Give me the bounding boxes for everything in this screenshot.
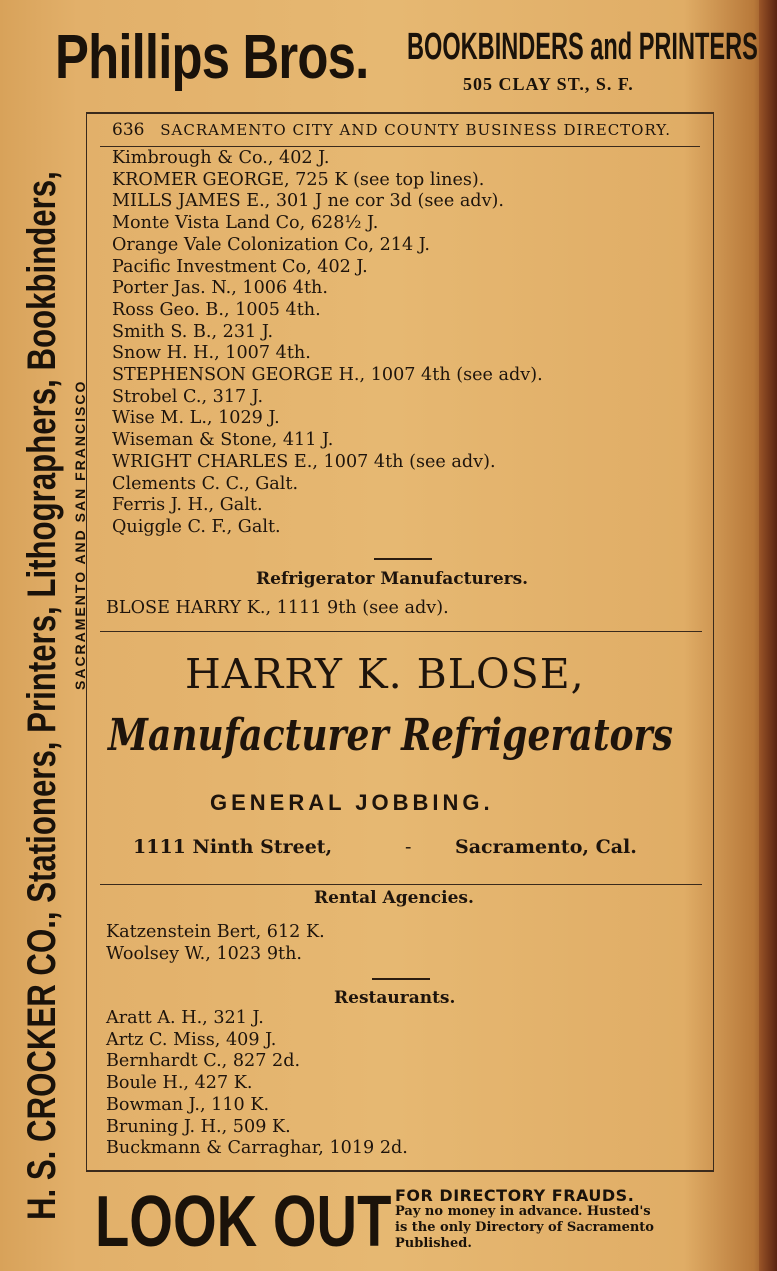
ad-address-street: 1111 Ninth Street,	[133, 836, 333, 858]
look-out-title: LOOK OUT	[95, 1182, 392, 1262]
ad-top-rule	[100, 631, 702, 632]
list-item: Ross Geo. B., 1005 4th.	[112, 299, 321, 320]
ad-name: HARRY K. BLOSE,	[185, 650, 585, 698]
banner-address: 505 CLAY ST., S. F.	[463, 74, 634, 94]
list-item: Pacific Investment Co, 402 J.	[112, 256, 368, 277]
list-item: Boule H., 427 K.	[106, 1073, 253, 1094]
list-item: Orange Vale Colonization Co, 214 J.	[112, 234, 431, 255]
restaurants-heading: Restaurants.	[334, 988, 456, 1008]
banner-tagline: BOOKBINDERS and PRINTERS	[407, 26, 758, 68]
restaurants-list	[106, 1008, 408, 1160]
list-item: Wiseman & Stone, 411 J.	[112, 430, 334, 451]
list-item: Woolsey W., 1023 9th.	[106, 943, 303, 964]
fraud-notice-line: Pay no money in advance. Husted's	[395, 1204, 651, 1219]
section-divider	[372, 978, 430, 980]
bottom-banner	[95, 1182, 715, 1262]
top-banner	[55, 18, 758, 98]
list-item: Smith S. B., 231 J.	[112, 321, 274, 342]
header-rule	[100, 146, 700, 147]
list-item: Bruning J. H., 509 K.	[106, 1116, 291, 1137]
refrigerator-list	[106, 598, 449, 620]
entry-list	[112, 148, 543, 539]
list-item: Katzenstein Bert, 612 K.	[106, 922, 325, 942]
side-banner	[20, 110, 88, 1230]
fraud-notice-line: Published.	[395, 1236, 472, 1251]
list-item: Wise M. L., 1029 J.	[112, 408, 280, 429]
binding-edge	[759, 0, 777, 1271]
list-item: Kimbrough & Co., 402 J.	[112, 148, 330, 168]
list-item: Porter Jas. N., 1006 4th.	[112, 278, 328, 299]
list-item: BLOSE HARRY K., 1111 9th (see adv).	[106, 598, 449, 618]
list-item: Monte Vista Land Co, 628½ J.	[112, 213, 379, 234]
list-item: Ferris J. H., Galt.	[112, 495, 263, 516]
list-item: MILLS JAMES E., 301 J ne cor 3d (see adv).	[112, 191, 504, 212]
rental-list	[106, 922, 325, 965]
ad-address-dash: -	[405, 836, 412, 858]
list-item: Bernhardt C., 827 2d.	[106, 1051, 301, 1072]
list-item: KROMER GEORGE, 725 K (see top lines).	[112, 169, 485, 190]
page-number: 636	[112, 120, 145, 140]
rental-heading: Rental Agencies.	[314, 888, 474, 908]
list-item: Artz C. Miss, 409 J.	[106, 1029, 277, 1050]
ad-headline: Manufacturer Refrigerators	[108, 710, 673, 761]
list-item: Aratt A. H., 321 J.	[106, 1008, 264, 1028]
ad-subline: GENERAL JOBBING.	[210, 790, 494, 815]
page-title: SACRAMENTO CITY AND COUNTY BUSINESS DIRECTORY.	[160, 121, 672, 139]
refrigerator-heading: Refrigerator Manufacturers.	[256, 569, 529, 589]
page-header	[112, 120, 671, 140]
list-item: Clements C. C., Galt.	[112, 473, 299, 494]
list-item: WRIGHT CHARLES E., 1007 4th (see adv).	[112, 451, 496, 472]
section-divider	[374, 558, 432, 560]
side-banner-sub: SACRAMENTO AND SAN FRANCISCO	[72, 379, 88, 690]
list-item: Buckmann & Carraghar, 1019 2d.	[106, 1138, 408, 1159]
list-item: Bowman J., 110 K.	[106, 1094, 270, 1115]
fraud-notice-line: is the only Directory of Sacramento	[395, 1220, 654, 1235]
list-item: STEPHENSON GEORGE H., 1007 4th (see adv).	[112, 365, 543, 386]
fraud-notice-line: FOR DIRECTORY FRAUDS.	[395, 1186, 635, 1205]
fraud-notice	[395, 1188, 654, 1252]
brand-name: Phillips Bros.	[55, 23, 369, 92]
list-item: Strobel C., 317 J.	[112, 386, 264, 407]
list-item: Quiggle C. F., Galt.	[112, 516, 281, 537]
ad-bottom-rule	[100, 884, 702, 885]
side-banner-main: H. S. CROCKER CO., Stationers, Printers, Lithographers, Bookbinders,	[20, 171, 64, 1220]
ad-address-city: Sacramento, Cal.	[455, 836, 637, 858]
list-item: Snow H. H., 1007 4th.	[112, 343, 311, 364]
